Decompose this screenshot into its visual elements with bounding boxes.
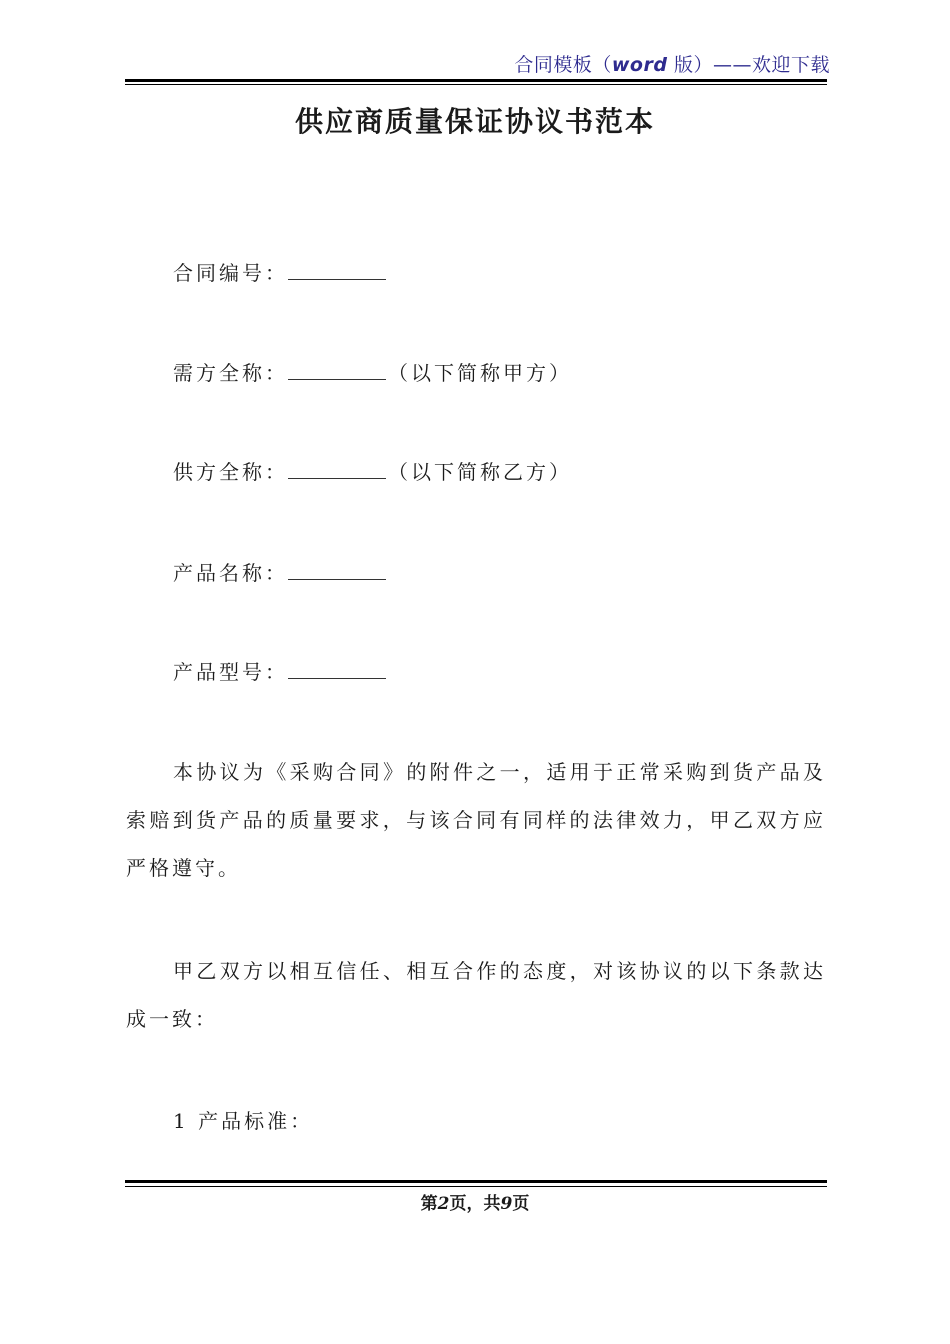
buyer-name-blank (288, 361, 386, 380)
product-model-blank (288, 660, 386, 679)
header-prefix: 合同模板（ (514, 54, 612, 76)
header-banner (514, 50, 830, 77)
document-title: 供应商质量保证协议书范本 (294, 105, 655, 138)
supplier-name-label: 供方全称： (173, 460, 288, 484)
paragraph-agreement: 甲乙双方以相互信任、相互合作的态度，对该协议的以下条款达成一致： (126, 959, 826, 1031)
footer-rule-thin (125, 1186, 827, 1187)
product-model-field (173, 658, 388, 686)
page-middle: 页，共 (449, 1194, 501, 1214)
contract-number-blank (288, 261, 386, 280)
page-suffix: 页 (512, 1194, 530, 1214)
contract-number-label: 合同编号： (173, 261, 288, 285)
section-product-standard: 1 产品标准： (173, 1109, 314, 1133)
page-prefix: 第 (420, 1194, 438, 1214)
header-rule-thin (125, 84, 827, 85)
product-model-label: 产品型号： (173, 660, 288, 684)
paragraph-scope: 本协议为《采购合同》的附件之一，适用于正常采购到货产品及索赔到货产品的质量要求，与该合同有同样的法律效力，甲乙双方应严格遵守。 (126, 760, 826, 880)
current-page: 2 (437, 1194, 450, 1214)
supplier-name-blank (288, 460, 386, 479)
product-name-label: 产品名称： (173, 561, 288, 585)
buyer-name-label: 需方全称： (173, 361, 288, 385)
header-word: word (611, 54, 668, 76)
header-suffix: 版）——欢迎下载 (667, 54, 830, 76)
total-pages: 9 (500, 1194, 513, 1214)
footer-rule-thick (125, 1180, 827, 1183)
header-rule-thick (125, 79, 827, 82)
buyer-name-field (173, 359, 572, 387)
product-name-blank (288, 561, 386, 580)
product-name-field (173, 559, 388, 587)
supplier-name-note: （以下简称乙方） (388, 460, 572, 484)
supplier-name-field (173, 458, 572, 486)
contract-number-field (173, 259, 388, 287)
buyer-name-note: （以下简称甲方） (388, 361, 572, 385)
page-indicator (0, 1189, 950, 1214)
